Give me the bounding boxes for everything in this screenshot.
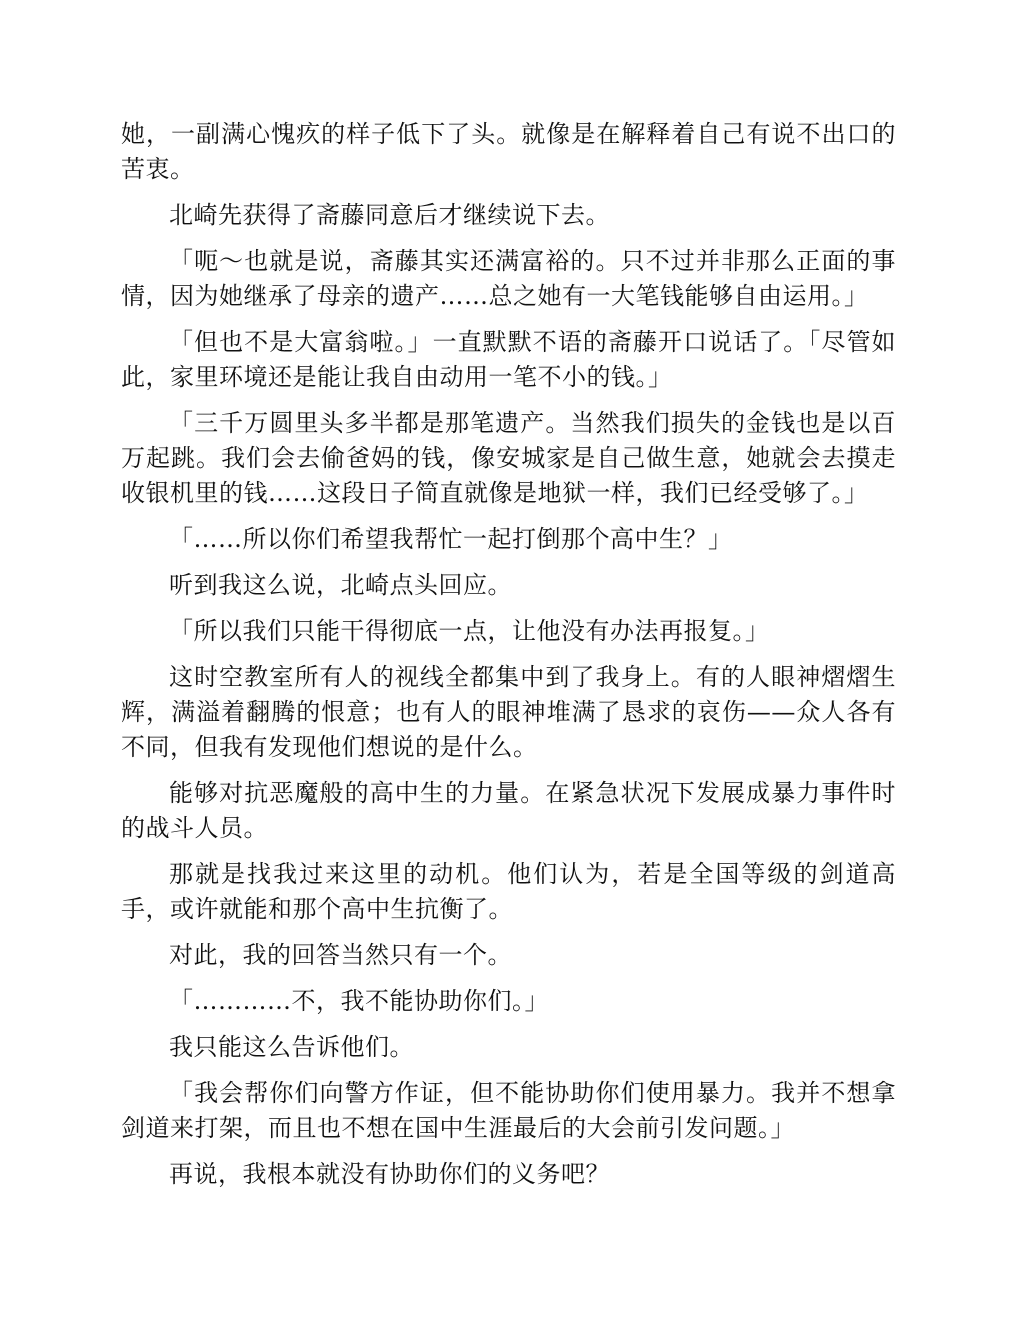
paragraph: 「我会帮你们向警方作证，但不能协助你们使用暴力。我并不想拿剑道来打架，而且也不想在国中生涯最后的大会前引发问题。」	[121, 1079, 896, 1142]
paragraph: 「所以我们只能干得彻底一点，让他没有办法再报复。」	[169, 617, 770, 645]
paragraph: 「但也不是大富翁啦。」一直默默不语的斋藤开口说话了。「尽管如此，家里环境还是能让我自由动用一笔不小的钱。」	[121, 328, 896, 391]
paragraph: 「三千万圆里头多半都是那笔遗产。当然我们损失的金钱也是以百万起跳。我们会去偷爸妈的钱，像安城家是自己做生意，她就会去摸走收银机里的钱……这段日子简直就像是地狱一样，我们已经受够了。」	[121, 409, 896, 507]
paragraph: 北崎先获得了斋藤同意后才继续说下去。	[169, 201, 610, 229]
paragraph: 「……所以你们希望我帮忙一起打倒那个高中生？」	[169, 525, 733, 553]
paragraph: 再说，我根本就没有协助你们的义务吧？	[169, 1160, 610, 1188]
paragraph: 「呃～也就是说，斋藤其实还满富裕的。只不过并非那么正面的事情，因为她继承了母亲的遗产……总之她有一大笔钱能够自由运用。」	[121, 247, 896, 310]
paragraph: 那就是找我过来这里的动机。他们认为，若是全国等级的剑道高手，或许就能和那个高中生抗衡了。	[121, 860, 896, 923]
document-page	[121, 117, 896, 1203]
paragraph: 听到我这么说，北崎点头回应。	[169, 571, 512, 599]
paragraph: 能够对抗恶魔般的高中生的力量。在紧急状况下发展成暴力事件时的战斗人员。	[121, 779, 896, 842]
paragraph: 对此，我的回答当然只有一个。	[169, 941, 512, 969]
paragraph: 「…………不，我不能协助你们。」	[169, 987, 549, 1015]
paragraph: 她，一副满心愧疚的样子低下了头。就像是在解释着自己有说不出口的苦衷。	[121, 120, 896, 183]
paragraph: 我只能这么告诉他们。	[169, 1033, 414, 1061]
paragraph: 这时空教室所有人的视线全都集中到了我身上。有的人眼神熠熠生辉，满溢着翻腾的恨意；也有人的眼神堆满了恳求的哀伤——众人各有不同，但我有发现他们想说的是什么。	[121, 663, 896, 761]
